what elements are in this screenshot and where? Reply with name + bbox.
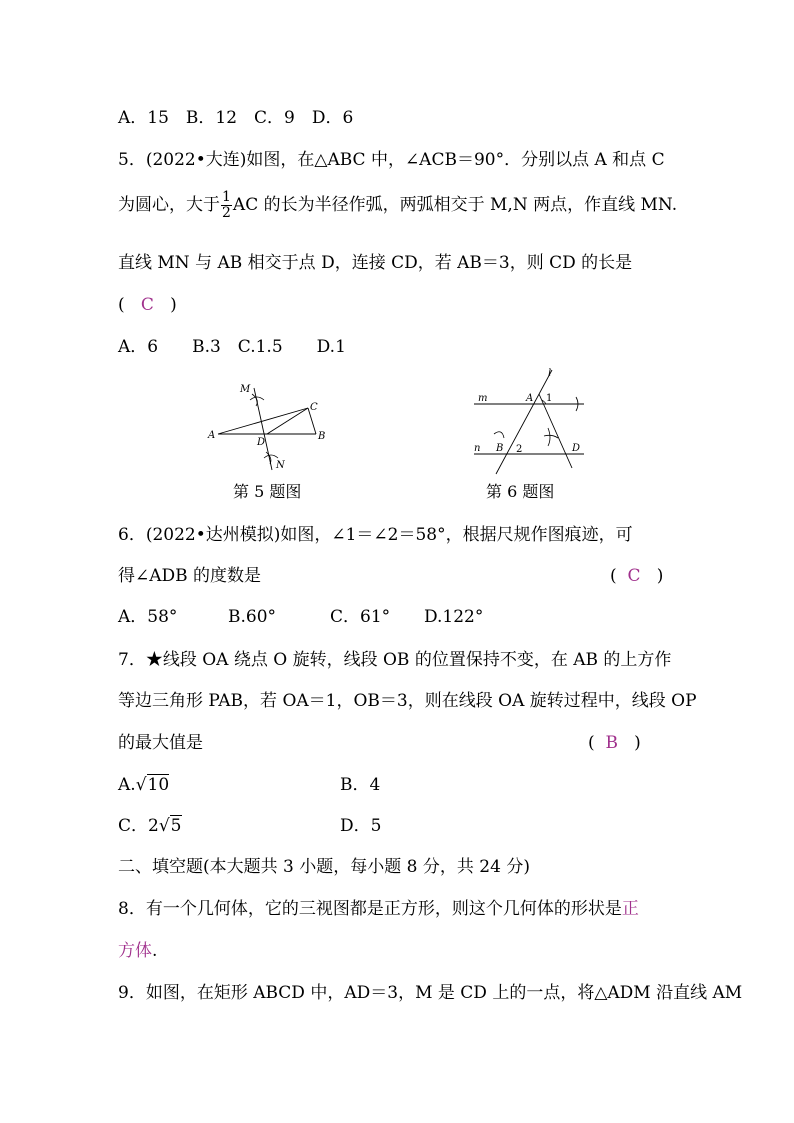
fig5-arc-bottom — [264, 455, 278, 458]
fig5-label-n: N — [276, 460, 285, 471]
q6-option-b: B.60° — [228, 607, 277, 627]
q5-line2-post: AC 的长为半径作弧，两弧相交于 M,N 两点，作直线 MN. — [232, 195, 678, 215]
section-heading: 二、填空题(本大题共 3 小题，每小题 8 分，共 24 分) — [118, 857, 530, 877]
fig5-label-m: M — [240, 384, 251, 395]
q4-options: A．15 B．12 C．9 D．6 — [118, 108, 354, 128]
q7-option-c-prefix: C．2 — [118, 816, 159, 836]
q9-line1: 9．如图，在矩形 ABCD 中，AD＝3，M 是 CD 上的一点，将△ADM 沿直线 AM — [118, 983, 743, 1003]
fig5-label-a: A — [208, 430, 216, 441]
figure-6 — [468, 364, 590, 476]
paren-open: ( — [588, 733, 595, 753]
figure-5 — [200, 378, 340, 478]
fig6-label-1: 1 — [546, 393, 553, 404]
q7-option-a: A.√10 — [118, 775, 170, 795]
half-fraction — [221, 190, 232, 221]
q7-line3: 的最大值是 — [118, 733, 203, 753]
q7-option-b: B．4 — [340, 775, 381, 795]
q5-line3: 直线 MN 与 AB 相交于点 D，连接 CD，若 AB＝3，则 CD 的长是 — [118, 253, 633, 273]
q7-option-a-prefix: A. — [118, 775, 136, 795]
q8-answer-part1: 正 — [621, 899, 639, 919]
fig6-label-n: n — [474, 443, 481, 454]
paren-open: ( — [118, 295, 125, 315]
q8-answer-part2: 方体 — [118, 941, 152, 961]
fig6-label-d: D — [572, 443, 581, 454]
fig5-label-d: D — [257, 437, 266, 448]
paren-open: ( — [610, 566, 617, 586]
fig6-caption: 第 6 题图 — [486, 482, 555, 501]
q8-period: . — [152, 941, 158, 961]
sqrt-10: 10 — [147, 775, 170, 795]
fig6-arc-mid1 — [548, 428, 550, 446]
q5-options: A．6 B.3 C.1.5 D.1 — [118, 337, 346, 357]
sqrt-5: 5 — [170, 816, 182, 836]
fig6-arc-mid2 — [544, 435, 558, 438]
q5-answer-paren — [118, 293, 177, 317]
fig6-label-2: 2 — [516, 444, 523, 455]
q6-line2: 得∠ADB 的度数是 — [118, 566, 262, 586]
q6-option-a: A．58° — [118, 607, 178, 627]
q6-option-c: C．61° — [330, 607, 391, 627]
q7-line1: 7．★线段 OA 绕点 O 旋转，线段 OB 的位置保持不变，在 AB 的上方作 — [118, 650, 672, 670]
q7-line2: 等边三角形 PAB，若 OA＝1，OB＝3，则在线段 OA 旋转过程中，线段 OP — [118, 691, 697, 711]
q6-answer: C — [627, 566, 641, 586]
fraction-numerator: 1 — [222, 189, 231, 205]
fig6-label-b: B — [496, 443, 504, 454]
q5-answer: C — [140, 295, 154, 315]
fig6-line-l — [496, 370, 552, 474]
q8-line2 — [118, 939, 157, 963]
paren-close: ) — [170, 295, 177, 315]
fig6-arc-left — [494, 432, 504, 438]
q8-line1 — [118, 897, 639, 921]
fig5-label-b: B — [318, 431, 326, 442]
fig6-label-a: A — [526, 393, 534, 404]
fig6-line-ad — [539, 394, 572, 468]
q6-line1: 6．(2022•达州模拟)如图，∠1＝∠2＝58°，根据尺规作图痕迹，可 — [118, 525, 633, 545]
q5-line1: 5．(2022•大连)如图，在△ABC 中，∠ACB＝90°．分别以点 A 和点 C — [118, 150, 665, 170]
q7-answer-paren — [588, 731, 641, 755]
q6-answer-paren — [610, 564, 663, 588]
q7-answer: B — [605, 733, 618, 753]
q7-option-c: C．2√5 — [118, 816, 182, 836]
fig6-label-l: l — [548, 368, 552, 379]
fig5-caption: 第 5 题图 — [233, 482, 302, 501]
paren-close: ) — [634, 733, 641, 753]
q5-line2 — [118, 190, 677, 221]
fig5-line-cd — [267, 408, 308, 434]
fig5-label-c: C — [310, 402, 318, 413]
fraction-denominator: 2 — [222, 205, 231, 221]
q8-text: 8．有一个几何体，它的三视图都是正方形，则这个几何体的形状是 — [118, 899, 622, 919]
paren-close: ) — [656, 566, 664, 586]
fig6-label-m: m — [478, 393, 488, 404]
q7-option-d: D．5 — [340, 816, 382, 836]
q6-option-d: D.122° — [424, 607, 484, 627]
q5-line2-pre: 为圆心，大于 — [118, 195, 220, 215]
